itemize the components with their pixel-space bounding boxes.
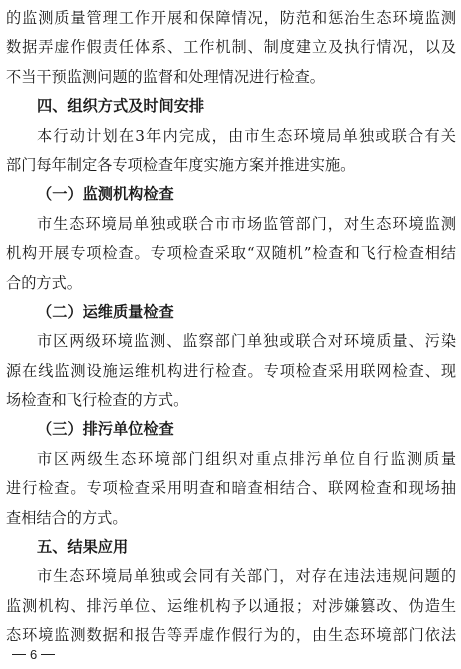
text-line: 机构开展专项检查。专项检查采取“双随机”检查和飞行检查相结	[6, 244, 456, 263]
text-line: 市生态环境局单独或联合市市场监管部门，对生态环境监测	[37, 214, 456, 233]
text-line: 态环境监测数据和报告等弄虚作假行为的，由生态环境部门依法	[6, 626, 456, 645]
text-line: 部门每年制定各专项检查年度实施方案并推进实施。	[6, 155, 356, 174]
text-line: 四、组织方式及时间安排	[37, 97, 205, 116]
text-line: 数据弄虚作假责任体系、工作机制、制度建立及执行情况，以及	[6, 38, 456, 57]
text-line: 市区两级环境监测、监察部门单独或联合对环境质量、污染	[37, 332, 456, 351]
text-line: 五、结果应用	[37, 538, 129, 557]
text-line: （三）排污单位检查	[37, 420, 174, 439]
text-line: 合的方式。	[6, 273, 82, 292]
text-line: 查相结合的方式。	[6, 508, 128, 527]
text-line: 市区两级生态环境部门组织对重点排污单位自行监测质量	[37, 449, 456, 468]
text-line: 本行动计划在3年内完成，由市生态环境局单独或联合有关	[37, 126, 456, 145]
text-line: 不当干预监测问题的监督和处理情况进行检查。	[6, 67, 325, 86]
text-line: 源在线监测设施运维机构进行检查。专项检查采用联网检查、现	[6, 361, 456, 380]
text-line: 场检查和飞行检查的方式。	[6, 391, 189, 410]
document-body	[6, 4, 456, 651]
page-number: 6	[30, 647, 38, 662]
text-line: 的监测质量管理工作开展和保障情况，防范和惩治生态环境监测	[6, 9, 456, 27]
page-footer	[8, 647, 59, 662]
footer-dash-right	[41, 654, 55, 655]
text-line: （二）运维质量检查	[37, 302, 174, 321]
text-line: （一）监测机构检查	[37, 185, 174, 204]
footer-dash-left	[12, 654, 26, 655]
text-line: 监测机构、排污单位、运维机构予以通报；对涉嫌篡改、伪造生	[6, 596, 456, 615]
text-line: 进行检查。专项检查采用明查和暗查相结合、联网检查和现场抽	[6, 479, 456, 498]
text-line: 市生态环境局单独或会同有关部门，对存在违法违规问题的	[37, 567, 456, 586]
